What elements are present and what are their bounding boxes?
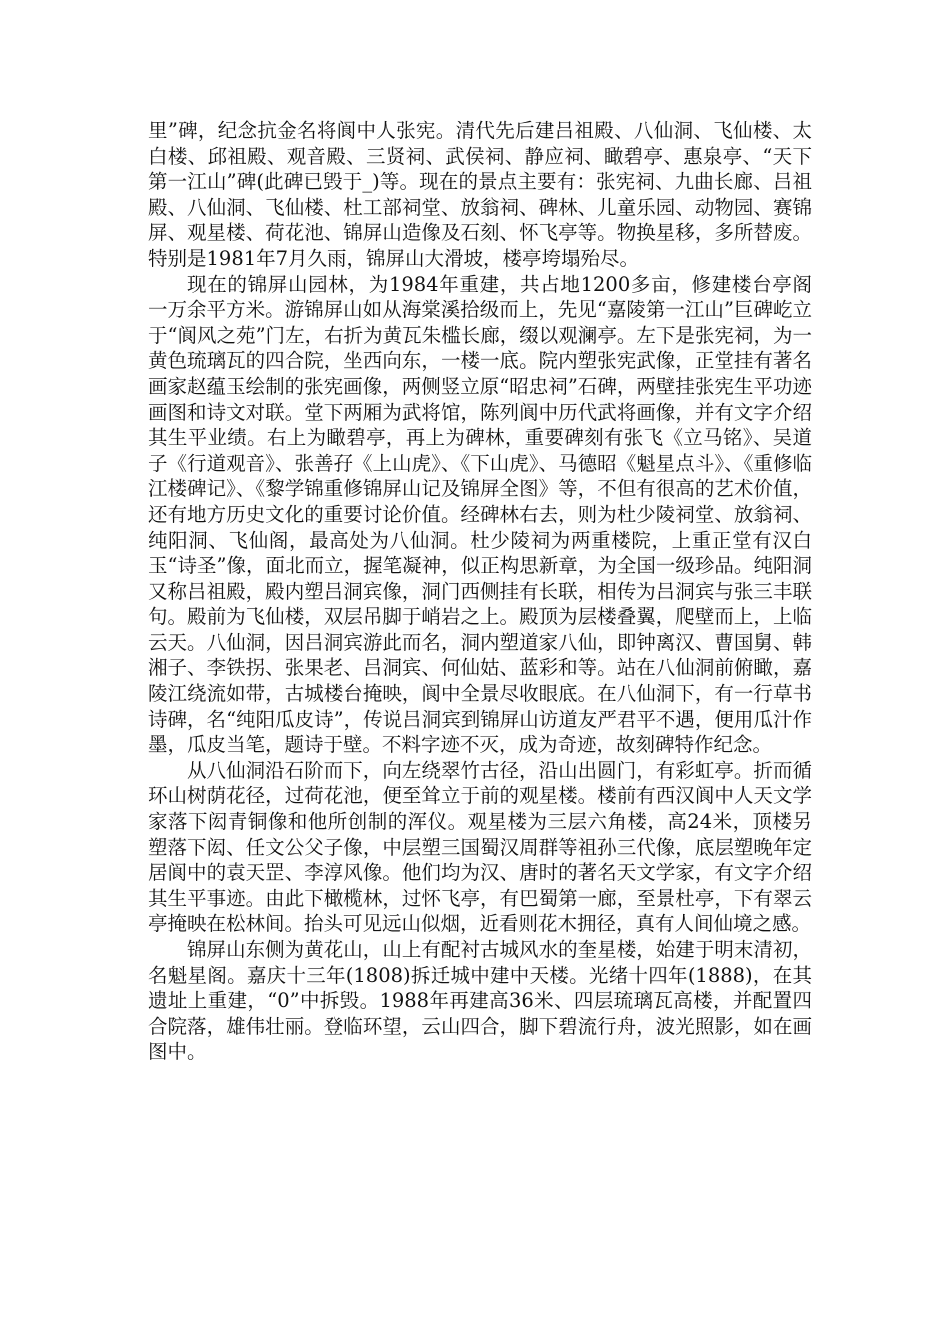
paragraph-guanxinglou: 从八仙洞沿石阶而下，向左绕翠竹古径，沿山出圆门，有彩虹亭。折而循环山树荫花径，过荷花池，便至耸立于前的观星楼。楼前有西汉阆中人天文学家落下闳青铜像和他所创制的浑仪。观星楼为三层六角楼，高24米，顶楼另塑落下闳、任文公父子像，中层塑三国蜀汉周群等祖孙三代像，底层塑晚年定居阆中的袁天罡、李淳风像。他们均为汉、唐时的著名天文学家，有文字介绍其生平事迹。由此下橄榄林，过怀飞亭，有巴蜀第一廊，至景杜亭，下有翠云亭掩映在松林间。抬头可见远山似烟，近看则花木拥径，真有人间仙境之感。: [148, 758, 812, 936]
paragraph-continued: 里”碑，纪念抗金名将阆中人张宪。清代先后建吕祖殿、八仙洞、飞仙楼、太白楼、邱祖殿、观音殿、三贤祠、武侯祠、静应祠、瞰碧亭、惠泉亭、“天下第一江山”碑(此碑已毁于_)等。现在的景点主要有：张宪祠、九曲长廊、吕祖殿、八仙洞、飞仙楼、杜工部祠堂、放翁祠、碑林、儿童乐园、动物园、赛锦屏、观星楼、荷花池、锦屏山造像及石刻、怀飞亭等。物换星移，多所替废。特别是1981年7月久雨，锦屏山大滑坡，楼亭垮塌殆尽。: [148, 119, 812, 270]
article-body: [148, 118, 812, 1065]
paragraph-jinpingshan-garden: 现在的锦屏山园林，为1984年重建，共占地1200多亩，修建楼台亭阁一万余平方米。游锦屏山如从海棠溪拾级而上，先见“嘉陵第一江山”巨碑屹立于“阆风之苑”门左，右折为黄瓦朱槛长廊，缀以观澜亭。左下是张宪祠，为一黄色琉璃瓦的四合院，坐西向东，一楼一底。院内塑张宪武像，正堂挂有著名画家赵蕴玉绘制的张宪画像，两侧竖立原“昭忠祠”石碑，两壁挂张宪生平功迹画图和诗文对联。堂下两厢为武将馆，陈列阆中历代武将画像，并有文字介绍其生平业绩。右上为瞰碧亭，再上为碑林，重要碑刻有张飞《立马铭》、吴道子《行道观音》、张善孖《上山虎》、《下山虎》、马德昭《魁星点斗》、《重修临江楼碑记》、《黎学锦重修锦屏山记及锦屏全图》等，不但有很高的艺术价值，还有地方历史文化的重要讨论价值。经碑林右去，则为杜少陵祠堂、放翁祠、纯阳洞、飞仙阁，最高处为八仙洞。杜少陵祠为两重楼院，上重正堂有汉白玉“诗圣”像，面北而立，握笔凝神，似正构思新章，为全国一级珍品。纯阳洞又称吕祖殿，殿内塑吕洞宾像，洞门西侧挂有长联，相传为吕洞宾与张三丰联句。殿前为飞仙楼，双层吊脚于峭岩之上。殿顶为层楼叠翼，爬壁而上，上临云天。八仙洞，因吕洞宾游此而名，洞内塑道家八仙，即钟离汉、曹国舅、韩湘子、李铁拐、张果老、吕洞宾、何仙姑、蓝彩和等。站在八仙洞前俯瞰，嘉陵江绕流如带，古城楼台掩映，阆中全景尽收眼底。在八仙洞下，有一行草书诗碑，名“纯阳瓜皮诗”，传说吕洞宾到锦屏山访道友严君平不遇，便用瓜汁作墨，瓜皮当笔，题诗于壁。不料字迹不灭，成为奇迹，故刻碑特作纪念。: [148, 272, 812, 757]
paragraph-huanghuashan: 锦屏山东侧为黄花山，山上有配衬古城风水的奎星楼，始建于明末清初，名魁星阁。嘉庆十三年(1808)拆迁城中建中天楼。光绪十四年(1888)，在其遗址上重建，“0”中拆毁。1988年再建高36米、四层琉璃瓦高楼，并配置四合院落，雄伟壮丽。登临环望，云山四合，脚下碧流行舟，波光照影，如在画图中。: [148, 938, 812, 1064]
